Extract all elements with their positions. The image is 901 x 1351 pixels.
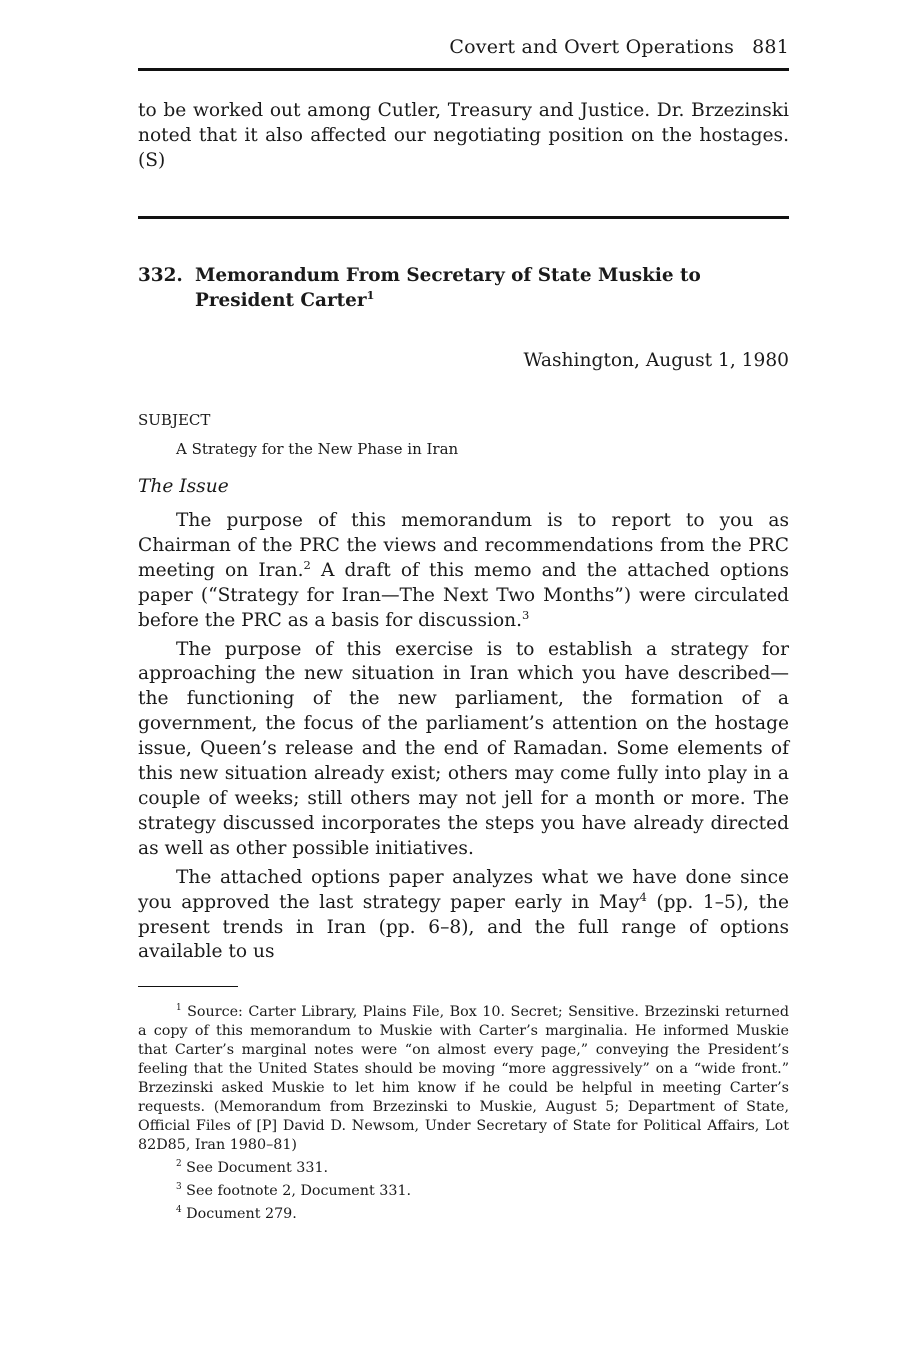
document-number: 332. — [138, 265, 183, 286]
paragraph-3-part-a: The attached options paper analyzes what we have done since you approved the last strategy paper early in May — [138, 866, 789, 913]
paragraph-1 — [138, 509, 789, 634]
footnote-mark: 3 — [176, 1182, 182, 1193]
footnote-text: See footnote 2, Document 331. — [181, 1183, 412, 1199]
section-divider-rule — [138, 216, 789, 219]
document-title-line1: Memorandum From Secretary of State Muskie to — [195, 265, 701, 286]
document-heading — [138, 263, 789, 313]
footnote-1 — [138, 1003, 789, 1155]
header-rule — [138, 68, 789, 71]
footnote-text: See Document 331. — [181, 1160, 329, 1176]
running-head-title: Covert and Overt Operations — [449, 36, 735, 58]
paragraph-3 — [138, 866, 789, 966]
footnote-mark: 1 — [176, 1003, 182, 1014]
footnote-ref-2[interactable]: 2 — [303, 557, 311, 572]
main-body — [138, 509, 789, 969]
footnote-2 — [138, 1159, 789, 1178]
footnote-text: Source: Carter Library, Plains File, Box 10. Secret; Sensitive. Brzezinski returned a copy of this memorandum to Muskie with Carter’s marginalia. He informed Muskie that Carter’s marginal notes were “on almost every page,” conveying the President’s feeling that the United States should be moving “more aggressively” on a “wide front.” Brzezinski asked Muskie to let him know if he could be helpful in meeting Carter’s requests. (Memorandum from Brzezinski to Muskie, August 5; Department of State, Official Files of [P] David D. Newsom, Under Secretary of State for Political Affairs, Lot 82D85, Iran 1980–81) — [138, 1004, 789, 1153]
carryover-paragraph: to be worked out among Cutler, Treasury and Justice. Dr. Brzezinski noted that it also affected our negotiating position on the hostages. (S) — [138, 100, 789, 171]
section-heading: The Issue — [138, 476, 229, 497]
running-head — [138, 36, 789, 58]
footnote-ref-4[interactable]: 4 — [639, 889, 647, 904]
document-title-line2: President Carter — [195, 290, 367, 311]
paragraph-3-part-b: (pp. 1–5), the present trends in Iran (pp. 6–8), and the full range of options available to us — [138, 891, 789, 963]
carryover-paragraph-block — [138, 99, 789, 174]
document-title — [195, 263, 789, 313]
title-footnote-ref[interactable]: 1 — [366, 287, 375, 302]
subject-text: A Strategy for the New Phase in Iran — [176, 440, 459, 458]
footnote-3 — [138, 1182, 789, 1201]
footnote-rule — [138, 986, 238, 987]
paragraph-2: The purpose of this exercise is to establish a strategy for approaching the new situation in Iran which you have described—the functioning of the new parliament, the formation of a government, the focus of the parliament’s attention on the hostage issue, Queen’s release and the end of Ramadan. Some elements of this new situation already exist; others may come fully into play in a couple of weeks; still others may not jell for a month or more. The strategy discussed incorporates the steps you have already directed as well as other possible initiatives. — [138, 638, 789, 859]
footnotes — [138, 1003, 789, 1228]
footnote-text: Document 279. — [181, 1206, 297, 1222]
dateline: Washington, August 1, 1980 — [523, 350, 789, 371]
page-number: 881 — [752, 36, 789, 58]
footnote-mark: 2 — [176, 1159, 182, 1170]
footnote-ref-3[interactable]: 3 — [522, 607, 530, 622]
paragraph-1-part-a: The purpose of this memorandum is to report to you as Chairman of the PRC the views and recommendations from the PRC meeting on Iran. — [138, 510, 789, 581]
footnote-4 — [138, 1205, 789, 1224]
subject-label: SUBJECT — [138, 411, 211, 429]
footnote-mark: 4 — [176, 1205, 182, 1216]
paragraph-1-part-b: A draft of this memo and the attached options paper (“Strategy for Iran—The Next Two Months”) were circulated before the PRC as a basis for discussion. — [138, 559, 789, 631]
